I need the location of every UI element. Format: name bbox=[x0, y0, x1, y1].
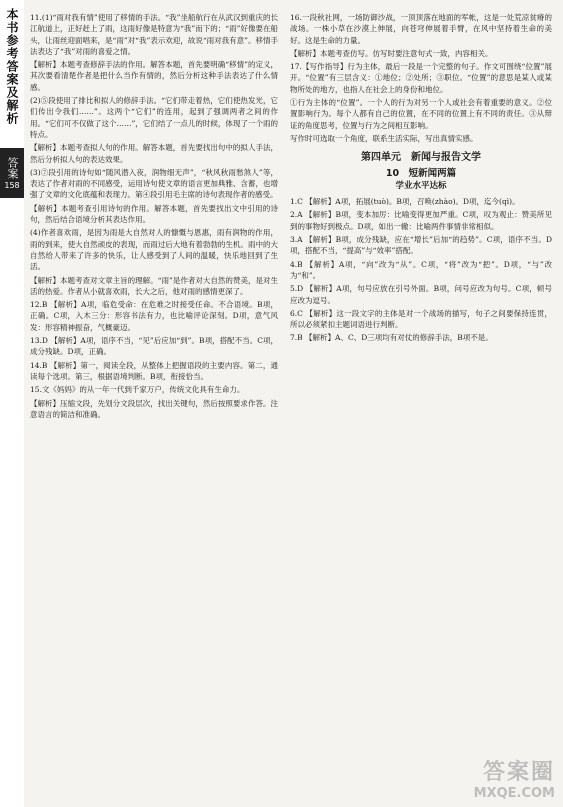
paragraph: 5.D 【解析】A项，句号应放在引号外面。B项，问号应改为句号。C项，顿号应改为逗号。 bbox=[290, 284, 552, 305]
paragraph: 写作时可选取一个角度，联系生活实际，写出真情实感。 bbox=[290, 133, 478, 143]
paragraph: 4.B 【解析】A项，“向”改为“从”。C项，“将”改为“把”。D项，“与”改为“和”。 bbox=[290, 259, 552, 280]
paragraph: 16.一段秋社网，一场防御沙战，一顶顶落在地面的军帐，这是一处荒凉贫瘠的战场。一株小草在沙漠上伸展，向苍穹伸展着手臂，在风中坚持着生命的美好。这是生命的力量。 bbox=[290, 13, 552, 45]
section-subtitle: 学业水平达标 bbox=[395, 180, 447, 191]
paragraph: (3)⑦段引用的诗句如“随风潜入夜，润物细无声”，“秋风秋雨愁煞人”等，表达了作者对雨的不同感受，运用诗句使文章的语言更加典雅、含蓄，也增强了文章的文化底蕴和表现力。第④段引用毛主席的诗句表现作者的感受。 bbox=[30, 167, 278, 200]
paragraph: (2)⑤段使用了排比和拟人的修辞手法。“它们带走着热，它们使热发光，它们传出令我们……”。这两个“它们”的连用，起到了强调两者之间的作用。“它们可不仅做了这个……”，它们结了一点儿的时候，体现了一个雨的特点。 bbox=[30, 96, 278, 139]
paragraph: 【解析】本题考查拟人句的作用。解答本题，首先要找出句中的拟人手法，然后分析拟人句的表达效果。 bbox=[30, 143, 278, 164]
unit-title: 第四单元 新闻与报告文学 bbox=[361, 152, 481, 164]
paragraph: 17.【写作指导】行为主体，最后一段是一个完整的句子。作文可围绕“位置”展开。“位置”有三层含义：①地位；②处所；③职位。“位置”的意思是某人或某物所处的地方，也指人在社会上的身份和地位。 bbox=[290, 62, 552, 94]
paragraph: 12.B 【解析】A项，临危受命：在危难之时接受任命。不合语境。B项，正确。C项，入木三分：形容书法有力，也比喻评论深刻。D项，意气风发：形容精神振奋，气概豪迈。 bbox=[30, 300, 278, 332]
lesson-title: 10 短新闻两篇 bbox=[385, 167, 457, 179]
paragraph: 13.D 【解析】A项，语序不当，“见”后应加“到”。B项，搭配不当。C项，成分残缺。D项，正确。 bbox=[30, 336, 278, 357]
paragraph: 14.B 【解析】第一，阅读全段，从整体上把握语段的主要内容。第二，通读每个选项。第三，根据语境判断。B项，衔接恰当。 bbox=[30, 360, 278, 381]
paragraph: 11.(1)“雨对我有情”使用了移情的手法。“我”坐船航行在从武汉到重庆的长江航道上，正好赶上了雨，这雨好像是特意为“我”而下的；“雨”好像要在船头，让雨丝迎面唱来，是“雨”对“我”表示欢迎，故说“雨对我有意”。移情手法表达了“我”对雨的喜爱之情。 bbox=[30, 13, 279, 56]
paragraph: ①行为主体的“位置”。一个人的行为对另一个人或社会有着重要的意义。②位置影响行为。每个人都有自己的位置，在不同的位置上有不同的责任。③从辩证的角度思考，位置与行为之间相互影响。 bbox=[290, 98, 552, 130]
paragraph: 15.文《妈妈》的从一年一代到千家万户，传统文化具有生命力。 bbox=[30, 385, 245, 395]
book-title: 本书参考答案及解析 bbox=[5, 8, 19, 125]
side-strip bbox=[0, 0, 24, 807]
paragraph: 【解析】本题考查仿写。仿写时要注意句式一致，内容相关。 bbox=[290, 48, 493, 58]
paragraph: 2.A 【解析】B项，变本加厉：比喻变得更加严重。C项，叹为观止：赞美所见到的事物好到极点。D项，如出一辙：比喻两件事情非常相似。 bbox=[290, 210, 552, 231]
page-number: 158 bbox=[4, 180, 20, 190]
right-column bbox=[290, 12, 552, 346]
paragraph: 1.C 【解析】A项，拓展(tuò)。B项，召唤(zhào)。D项，迄今(qì)。 bbox=[290, 197, 520, 207]
paragraph: (4)作者喜欢雨，是因为雨是大自然对人的慷慨与恩惠，雨有润物的作用，雨的到来，使大自然顽皮的表现，而雨过后大地有着勃勃的生机。雨中的大自然给人带来了许多的快乐，让人感受到了人间的温暖，快乐地回到了生活。 bbox=[30, 228, 278, 272]
left-column bbox=[30, 12, 278, 422]
watermark-line1: 答案圈 bbox=[482, 760, 555, 785]
paragraph: 7.B 【解析】A、C、D三项均有对仗的修辞手法，B项不是。 bbox=[290, 333, 493, 343]
watermark bbox=[474, 755, 555, 801]
paragraph: 【解析】本题考查对文章主旨的理解。“雨”是作者对大自然的赞美，是对生活的热爱。作者从小就喜欢雨，长大之后，他对雨的感情更深了。 bbox=[30, 275, 278, 296]
watermark-line2: MXQE.COM bbox=[473, 786, 555, 801]
paragraph: 3.A 【解析】B项，成分残缺，应在“增长”后加“的趋势”。C项，语序不当。D项，搭配不当，“提高”与“效率”搭配。 bbox=[290, 235, 552, 256]
answer-tab bbox=[0, 148, 24, 198]
paragraph: 【解析】本题考查修辞手法的作用。解答本题，首先要明确“移情”的定义，其次要看清楚作者是把什么当作有情的，然后分析这种手法表达了什么情感。 bbox=[30, 60, 278, 92]
paragraph: 6.C 【解析】这一段文字的主体是对一个战场的描写，句子之间要保持连贯，所以必须紧扣主题词语进行判断。 bbox=[290, 308, 552, 330]
paragraph: 【解析】压缩文段，先划分文段层次，找出关键句，然后按照要求作答。注意语言的简洁和准确。 bbox=[30, 398, 278, 419]
paragraph: 【解析】本题考查引用诗句的作用。解答本题，首先要找出文中引用的诗句，然后结合语境分析其表达作用。 bbox=[30, 203, 278, 225]
answer-tab-label: 答案 bbox=[6, 156, 19, 179]
